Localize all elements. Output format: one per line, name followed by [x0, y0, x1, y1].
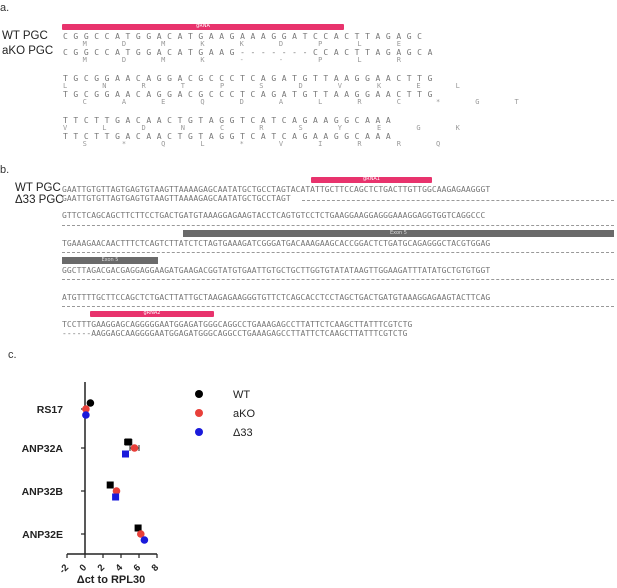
panel-a-block3-wt: TTCTTGACAACTGTAGGTCATCAGAAGGCAAA	[63, 116, 397, 125]
panel-a-block1-wt-aa: M D M K K D P L E	[63, 40, 407, 48]
panel-b-line-4: TGAAAGAACAACTTTCTCAGTCTTATCTCTAGTGAAAGATCGGGATGACAAAGAAGCACCGGACTCTGATGCAGAGGGCTACGTGGAG	[62, 239, 491, 248]
legend-label: Δ33	[233, 427, 253, 439]
panel-b-deletion-dash-5	[62, 306, 614, 307]
exon5-bar-1-label: Exon 5	[390, 230, 407, 236]
x-tick-label: 0	[77, 562, 90, 574]
point-33-anp32e	[141, 536, 149, 544]
exon5-bar-2	[62, 257, 158, 264]
chart-marks	[82, 399, 148, 544]
panel-b-deletion-dash-2	[62, 225, 614, 226]
grna1-bar-label: gRNA1	[363, 176, 380, 182]
panel-a-block1-wt: CGGCCATGGACATGAAGAAAGGATCCACTTAGAGC	[63, 32, 428, 41]
panel-b-line-8: ------AAGGAGCAAGGGGAATGGAGATGGGCAGGCCTGAAAGAGCCTTATTCTCAAGCTTATTTCGTCTG	[62, 329, 408, 338]
legend-label: aKO	[233, 408, 256, 420]
panel-a-block3-wt-aa: V L D N C R S Y E G K	[63, 124, 466, 132]
grna-bar-label: gRNA	[196, 23, 210, 29]
grna2-bar	[90, 311, 214, 317]
panel-a-block1-ko-aa: M D M K - - P L R	[63, 56, 407, 64]
point-WT-anp32b	[107, 482, 114, 489]
panel-a-wt-label: WT PGC	[2, 30, 48, 42]
point-33-rs17	[82, 411, 90, 419]
y-tick-label: ANP32A	[21, 443, 63, 455]
y-tick-label: RS17	[36, 404, 63, 416]
x-tick-label: 2	[95, 562, 108, 574]
panel-b-deletion-dash-1	[302, 200, 614, 201]
point-WT-anp32a	[125, 439, 132, 446]
exon5-bar-2-label: Exon 5	[101, 257, 119, 263]
grna2-bar-label: gRNA2	[143, 310, 161, 316]
panel-a-block2-wt-aa: L N R T P S D V K E L	[63, 82, 466, 90]
panel-a-block2-wt: TGCGGAACAGGACGCCCTCAGATGTTAAGGAACTTG	[63, 74, 438, 83]
x-tick-label: 8	[149, 562, 162, 574]
delta-ct-chart	[0, 368, 617, 588]
chart-legend	[195, 389, 255, 439]
x-axis-label: Δct to RPL30	[76, 574, 146, 586]
legend-marker	[195, 390, 203, 398]
y-tick-label: ANP32B	[21, 486, 63, 498]
panel-b-d33-label: Δ33 PGC	[15, 194, 64, 206]
legend-label: WT	[233, 389, 251, 401]
grna-bar	[62, 24, 344, 30]
panel-a-label: a.	[0, 2, 10, 14]
panel-b-line-7: TCCTTTGAAGGAGCAGGGGGAATGGAGATGGGCAGGCCTGAAAGAGCCTTATTCTCAAGCTTATTTCGTCTG	[62, 320, 413, 329]
panel-b-line-2: GAATTGTGTTAGTGAGTGTAAGTTAAAAGAGCAATATGCTGCCTAGT	[62, 194, 291, 203]
panel-a-block1-ko: CGGCCATGGACATGAAG-------CCACTTAGAGCA	[63, 48, 438, 57]
exon5-bar-1	[183, 230, 614, 237]
point-33-anp32b	[112, 494, 119, 501]
panel-b-line-6: ATGTTTTGCTTCCAGCTCTGACTTATTGCTAAGAGAAGGGTGTTCTCAGCACCTCCTAGCTGACTGATGTAAAGGAGAAGTACTTCAG	[62, 293, 491, 302]
x-tick-label: -2	[57, 562, 72, 577]
legend-marker	[195, 428, 203, 436]
panel-b-line-1: GAATTGTGTTAGTGAGTGTAAGTTAAAAGAGCAATATGCTGCCTAGTACATATTGCTTCCAGCTCTGACTTGTTGGCAAGAGAAGGGT	[62, 185, 491, 194]
chart-axes	[22, 382, 162, 576]
x-tick-label: 4	[113, 562, 126, 574]
point-WT-rs17	[87, 399, 95, 407]
panel-b-line-5: GGCTTAGACGACGAGGAGGAAGATGAAGACGGTATGTGAATTGTGCTGCTTGGTGTATATAAGTTGGAAGATTTATATGCTGTGTGGT	[62, 266, 491, 275]
x-tick-label: 6	[131, 562, 144, 574]
panel-b-wt-label: WT PGC	[15, 182, 61, 194]
panel-a-block3-ko: TTCTTGACAACTGTAGGTCATCAGAAGGCAAA	[63, 132, 397, 141]
legend-marker	[195, 409, 203, 417]
panel-b-label: b.	[0, 164, 10, 176]
y-tick-label: ANP32E	[22, 529, 63, 541]
panel-a-block2-ko-aa: C A E Q D A L R C * G T	[63, 98, 525, 106]
panel-b-deletion-dash-4	[62, 279, 614, 280]
panel-a-block3-ko-aa: S * Q L * V I R R Q	[63, 140, 446, 148]
panel-b-line-3: GTTCTCAGCAGCTTCTTCCTGACTGATGTAAAGGAGAAGTACCTCAGTGTCCTCTGAAGGAAGGAGGGAAAGGAGGTGGTCAGGCCC	[62, 211, 486, 220]
panel-a-ko-label: aKO PGC	[2, 45, 54, 57]
panel-a-block2-ko: TGCGGAACAGGACGCCCTCAGATGTTAAGGAACTTG	[63, 90, 438, 99]
panel-b-deletion-dash-3	[62, 252, 614, 253]
point-aKO-anp32a	[131, 444, 139, 452]
point-33-anp32a	[122, 451, 129, 458]
grna1-bar	[311, 177, 432, 183]
panel-c-label: c.	[8, 349, 17, 361]
